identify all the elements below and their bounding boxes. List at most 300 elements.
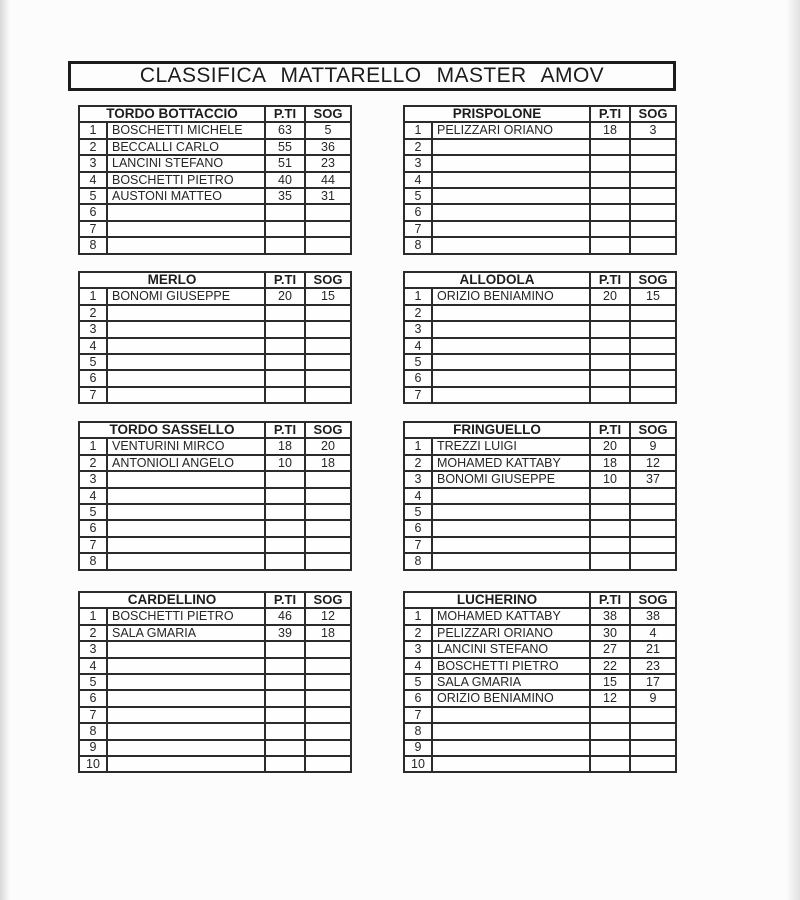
name-cell: BONOMI GIUSEPPE (432, 471, 590, 487)
subjects-cell (305, 756, 351, 772)
rank-cell: 5 (79, 354, 107, 370)
points-cell (265, 237, 305, 253)
subjects-column-header: SOG (630, 272, 676, 288)
name-cell (107, 237, 265, 253)
table-row (404, 172, 676, 188)
table-row (79, 641, 351, 657)
subjects-cell: 9 (630, 690, 676, 706)
table-row (404, 122, 676, 138)
points-cell (265, 338, 305, 354)
table-row (79, 221, 351, 237)
table-row (79, 553, 351, 569)
subjects-cell: 23 (630, 658, 676, 674)
table-allodola (403, 271, 677, 404)
subjects-cell (305, 354, 351, 370)
subjects-cell: 15 (305, 288, 351, 304)
points-cell (265, 723, 305, 739)
rank-cell: 7 (404, 221, 432, 237)
rank-cell: 8 (79, 237, 107, 253)
ranking-table-tordo-sassello (78, 421, 352, 571)
subjects-cell (630, 188, 676, 204)
rank-cell: 2 (79, 139, 107, 155)
subjects-column-header: SOG (305, 592, 351, 608)
points-cell (590, 504, 630, 520)
points-cell: 55 (265, 139, 305, 155)
points-cell (590, 237, 630, 253)
table-row (79, 354, 351, 370)
points-column-header: P.TI (265, 272, 305, 288)
table-lucherino (403, 591, 677, 773)
rank-cell: 1 (79, 608, 107, 624)
name-cell (107, 740, 265, 756)
name-cell: ORIZIO BENIAMINO (432, 690, 590, 706)
rank-cell: 4 (404, 658, 432, 674)
rank-cell: 9 (404, 740, 432, 756)
rank-cell: 10 (79, 756, 107, 772)
name-cell (432, 756, 590, 772)
header-row (79, 592, 351, 608)
table-row (79, 139, 351, 155)
rank-cell: 2 (404, 625, 432, 641)
points-cell: 10 (590, 471, 630, 487)
ranking-table-cardellino (78, 591, 352, 773)
scan-edge-left (0, 0, 10, 900)
rank-cell: 4 (404, 338, 432, 354)
table-row (79, 471, 351, 487)
points-cell: 40 (265, 172, 305, 188)
points-cell (590, 155, 630, 171)
rank-cell: 2 (404, 305, 432, 321)
table-row (404, 756, 676, 772)
points-cell (265, 553, 305, 569)
name-cell (107, 723, 265, 739)
points-cell: 46 (265, 608, 305, 624)
table-row (404, 740, 676, 756)
points-cell: 12 (590, 690, 630, 706)
header-row (79, 272, 351, 288)
points-column-header: P.TI (590, 272, 630, 288)
subjects-column-header: SOG (630, 106, 676, 122)
points-cell: 63 (265, 122, 305, 138)
points-cell: 35 (265, 188, 305, 204)
rank-cell: 5 (404, 674, 432, 690)
name-cell (107, 471, 265, 487)
name-cell (107, 338, 265, 354)
table-row (79, 625, 351, 641)
subjects-cell (630, 504, 676, 520)
points-cell (265, 471, 305, 487)
subjects-cell (305, 471, 351, 487)
subjects-cell (630, 139, 676, 155)
rank-cell: 6 (404, 370, 432, 386)
points-column-header: P.TI (590, 592, 630, 608)
points-cell (590, 520, 630, 536)
table-row (79, 608, 351, 624)
rank-cell: 5 (404, 188, 432, 204)
points-cell: 38 (590, 608, 630, 624)
table-row (404, 504, 676, 520)
subjects-cell: 23 (305, 155, 351, 171)
subjects-cell (305, 690, 351, 706)
name-cell: ANTONIOLI ANGELO (107, 455, 265, 471)
table-row (404, 288, 676, 304)
table-title: TORDO SASSELLO (79, 422, 265, 438)
points-cell: 22 (590, 658, 630, 674)
table-row (79, 172, 351, 188)
subjects-cell (630, 537, 676, 553)
name-cell (432, 338, 590, 354)
subjects-cell (305, 204, 351, 220)
points-cell (265, 690, 305, 706)
name-cell (107, 354, 265, 370)
ranking-table-lucherino (403, 591, 677, 773)
rank-cell: 2 (404, 139, 432, 155)
subjects-cell (305, 237, 351, 253)
table-row (404, 537, 676, 553)
name-cell: LANCINI STEFANO (432, 641, 590, 657)
subjects-cell (305, 387, 351, 403)
subjects-cell (305, 305, 351, 321)
points-cell: 30 (590, 625, 630, 641)
name-cell (107, 387, 265, 403)
subjects-cell: 36 (305, 139, 351, 155)
header-row (404, 106, 676, 122)
rank-cell: 4 (404, 172, 432, 188)
rank-cell: 7 (79, 707, 107, 723)
table-cardellino (78, 591, 352, 773)
subjects-cell (630, 321, 676, 337)
rank-cell: 10 (404, 756, 432, 772)
subjects-cell (630, 370, 676, 386)
points-cell (265, 370, 305, 386)
points-cell (265, 658, 305, 674)
points-cell (265, 756, 305, 772)
subjects-cell (305, 321, 351, 337)
subjects-cell (305, 707, 351, 723)
subjects-cell: 18 (305, 625, 351, 641)
table-row (404, 305, 676, 321)
page-title: CLASSIFICA MATTARELLO MASTER AMOV (139, 64, 605, 87)
rank-cell: 8 (79, 723, 107, 739)
table-row (404, 658, 676, 674)
table-row (79, 723, 351, 739)
name-cell (107, 321, 265, 337)
subjects-cell (305, 674, 351, 690)
name-cell (432, 520, 590, 536)
subjects-cell (305, 537, 351, 553)
points-cell (590, 172, 630, 188)
name-cell: AUSTONI MATTEO (107, 188, 265, 204)
name-cell (432, 370, 590, 386)
subjects-cell (305, 488, 351, 504)
points-cell (590, 537, 630, 553)
name-cell (432, 740, 590, 756)
rank-cell: 1 (404, 288, 432, 304)
name-cell (432, 188, 590, 204)
rank-cell: 2 (79, 455, 107, 471)
subjects-cell: 21 (630, 641, 676, 657)
table-row (404, 625, 676, 641)
points-cell (265, 520, 305, 536)
subjects-cell (305, 553, 351, 569)
rank-cell: 1 (404, 438, 432, 454)
points-cell: 20 (590, 438, 630, 454)
name-cell (107, 370, 265, 386)
table-title: MERLO (79, 272, 265, 288)
rank-cell: 6 (404, 204, 432, 220)
rank-cell: 6 (79, 690, 107, 706)
subjects-cell (630, 172, 676, 188)
table-row (79, 305, 351, 321)
table-row (404, 188, 676, 204)
table-row (404, 488, 676, 504)
subjects-cell: 44 (305, 172, 351, 188)
points-cell (265, 354, 305, 370)
rank-cell: 1 (79, 122, 107, 138)
subjects-cell (630, 338, 676, 354)
subjects-cell (305, 723, 351, 739)
table-row (79, 338, 351, 354)
name-cell (107, 305, 265, 321)
name-cell (107, 707, 265, 723)
name-cell (432, 354, 590, 370)
name-cell (432, 204, 590, 220)
table-row (79, 370, 351, 386)
name-cell (432, 139, 590, 155)
table-row (404, 354, 676, 370)
subjects-cell (630, 488, 676, 504)
table-row (404, 370, 676, 386)
name-cell (107, 537, 265, 553)
name-cell (432, 387, 590, 403)
header-row (79, 422, 351, 438)
table-row (404, 641, 676, 657)
name-cell: MOHAMED KATTABY (432, 455, 590, 471)
points-cell (265, 221, 305, 237)
subjects-cell: 17 (630, 674, 676, 690)
table-row (79, 188, 351, 204)
rank-cell: 3 (404, 641, 432, 657)
rank-cell: 8 (404, 723, 432, 739)
points-cell (265, 488, 305, 504)
rank-cell: 7 (79, 221, 107, 237)
rank-cell: 7 (79, 387, 107, 403)
rank-cell: 3 (79, 321, 107, 337)
table-row (404, 674, 676, 690)
table-row (79, 707, 351, 723)
rank-cell: 3 (404, 155, 432, 171)
table-row (404, 321, 676, 337)
table-row (79, 438, 351, 454)
subjects-cell (630, 553, 676, 569)
name-cell: BOSCHETTI PIETRO (107, 172, 265, 188)
rank-cell: 1 (404, 122, 432, 138)
subjects-cell (630, 740, 676, 756)
name-cell: VENTURINI MIRCO (107, 438, 265, 454)
table-row (79, 756, 351, 772)
table-row (79, 537, 351, 553)
subjects-column-header: SOG (630, 592, 676, 608)
table-prispolone (403, 105, 677, 255)
subjects-cell: 31 (305, 188, 351, 204)
table-row (404, 455, 676, 471)
points-cell (590, 707, 630, 723)
rank-cell: 5 (79, 674, 107, 690)
subjects-cell: 9 (630, 438, 676, 454)
rank-cell: 6 (79, 370, 107, 386)
name-cell (432, 488, 590, 504)
points-column-header: P.TI (265, 422, 305, 438)
name-cell: TREZZI LUIGI (432, 438, 590, 454)
table-row (404, 387, 676, 403)
ranking-table-prispolone (403, 105, 677, 255)
ranking-table-merlo (78, 271, 352, 404)
subjects-cell: 5 (305, 122, 351, 138)
name-cell: SALA GMARIA (432, 674, 590, 690)
subjects-cell (630, 723, 676, 739)
name-cell (432, 553, 590, 569)
rank-cell: 1 (79, 288, 107, 304)
subjects-cell (630, 387, 676, 403)
rank-cell: 1 (79, 438, 107, 454)
table-row (79, 674, 351, 690)
subjects-cell: 18 (305, 455, 351, 471)
name-cell (107, 520, 265, 536)
points-cell (265, 707, 305, 723)
table-row (404, 438, 676, 454)
points-column-header: P.TI (265, 106, 305, 122)
name-cell (107, 658, 265, 674)
subjects-cell (630, 221, 676, 237)
points-cell (590, 188, 630, 204)
ranking-table-tordo-bottaccio (78, 105, 352, 255)
name-cell (107, 690, 265, 706)
points-cell (590, 553, 630, 569)
table-title: FRINGUELLO (404, 422, 590, 438)
subjects-cell: 37 (630, 471, 676, 487)
subjects-cell (630, 707, 676, 723)
points-cell: 20 (265, 288, 305, 304)
name-cell: LANCINI STEFANO (107, 155, 265, 171)
table-row (404, 471, 676, 487)
name-cell: SALA GMARIA (107, 625, 265, 641)
rank-cell: 6 (79, 204, 107, 220)
points-cell (590, 305, 630, 321)
table-row (404, 707, 676, 723)
points-cell: 51 (265, 155, 305, 171)
rank-cell: 7 (79, 537, 107, 553)
points-cell (590, 723, 630, 739)
rank-cell: 6 (79, 520, 107, 536)
subjects-column-header: SOG (305, 422, 351, 438)
table-row (404, 723, 676, 739)
points-cell (265, 641, 305, 657)
table-row (79, 690, 351, 706)
rank-cell: 3 (79, 155, 107, 171)
table-title: PRISPOLONE (404, 106, 590, 122)
table-row (79, 488, 351, 504)
rank-cell: 7 (404, 707, 432, 723)
rank-cell: 3 (79, 641, 107, 657)
subjects-column-header: SOG (305, 272, 351, 288)
subjects-cell: 3 (630, 122, 676, 138)
name-cell (432, 172, 590, 188)
points-cell (590, 338, 630, 354)
points-cell (265, 740, 305, 756)
points-cell (265, 674, 305, 690)
points-cell (265, 204, 305, 220)
subjects-cell: 15 (630, 288, 676, 304)
points-cell (590, 139, 630, 155)
ranking-table-allodola (403, 271, 677, 404)
rank-cell: 8 (404, 553, 432, 569)
points-cell (590, 756, 630, 772)
points-column-header: P.TI (590, 422, 630, 438)
points-cell (590, 370, 630, 386)
points-cell (265, 321, 305, 337)
table-merlo (78, 271, 352, 404)
rank-cell: 2 (404, 455, 432, 471)
subjects-cell (305, 658, 351, 674)
rank-cell: 3 (404, 471, 432, 487)
name-cell: BECCALLI CARLO (107, 139, 265, 155)
subjects-cell (630, 155, 676, 171)
points-cell (265, 305, 305, 321)
points-cell (265, 537, 305, 553)
rank-cell: 4 (79, 172, 107, 188)
points-cell: 10 (265, 455, 305, 471)
table-title: TORDO BOTTACCIO (79, 106, 265, 122)
rank-cell: 2 (79, 305, 107, 321)
name-cell (432, 305, 590, 321)
header-row (404, 272, 676, 288)
table-row (79, 321, 351, 337)
name-cell (107, 504, 265, 520)
table-row (79, 237, 351, 253)
name-cell: MOHAMED KATTABY (432, 608, 590, 624)
table-fringuello (403, 421, 677, 571)
header-row (79, 106, 351, 122)
table-row (404, 608, 676, 624)
subjects-cell: 12 (630, 455, 676, 471)
name-cell (107, 674, 265, 690)
name-cell (107, 221, 265, 237)
name-cell (107, 553, 265, 569)
rank-cell: 8 (79, 553, 107, 569)
rank-cell: 8 (404, 237, 432, 253)
rank-cell: 7 (404, 537, 432, 553)
subjects-cell (305, 370, 351, 386)
subjects-cell (305, 520, 351, 536)
rank-cell: 6 (404, 690, 432, 706)
subjects-cell (305, 221, 351, 237)
table-row (79, 658, 351, 674)
table-title: LUCHERINO (404, 592, 590, 608)
points-cell: 18 (265, 438, 305, 454)
name-cell (107, 204, 265, 220)
points-cell (590, 204, 630, 220)
name-cell (432, 537, 590, 553)
subjects-cell (305, 740, 351, 756)
points-cell: 18 (590, 122, 630, 138)
name-cell: BOSCHETTI PIETRO (107, 608, 265, 624)
subjects-cell (305, 504, 351, 520)
points-cell: 20 (590, 288, 630, 304)
table-row (404, 237, 676, 253)
subjects-cell (305, 338, 351, 354)
table-row (79, 504, 351, 520)
points-cell (265, 504, 305, 520)
